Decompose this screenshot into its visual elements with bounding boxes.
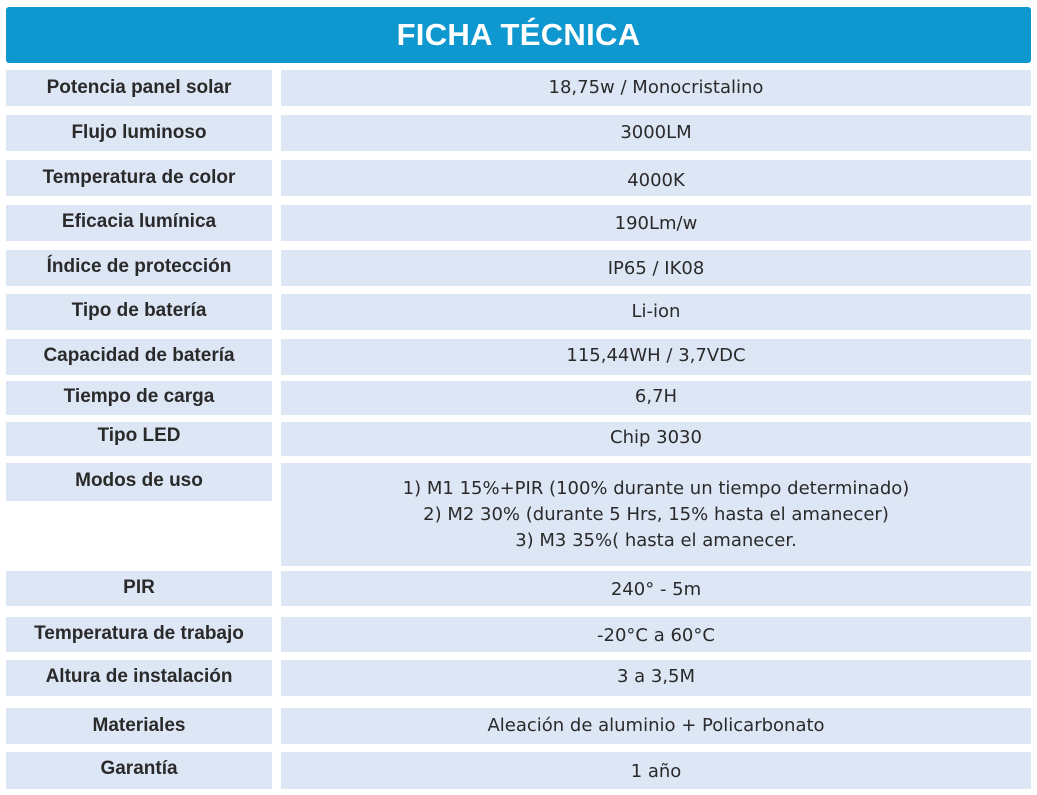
spec-value: -20°C a 60°C [597, 625, 715, 646]
usage-mode-line: 1) M1 15%+PIR (100% durante un tiempo determinado) [402, 478, 910, 499]
spec-value: 6,7H [634, 386, 678, 407]
spec-value: IP65 / IK08 [607, 258, 705, 279]
spec-value-lines [281, 476, 1031, 554]
spec-row-operating-temperature [6, 617, 1031, 652]
spec-row-protection-index [6, 250, 1031, 286]
spec-row-battery-capacity [6, 339, 1031, 375]
spec-row-charge-time [6, 381, 1031, 415]
spec-row-luminous-flux [6, 115, 1031, 151]
spec-label: Potencia panel solar [46, 77, 232, 98]
spec-label: Altura de instalación [45, 666, 233, 687]
spec-row-solar-panel-power [6, 70, 1031, 106]
spec-label: Capacidad de batería [43, 345, 235, 366]
spec-row-led-type [6, 422, 1031, 456]
spec-value: 4000K [627, 170, 685, 191]
spec-label: Materiales [92, 715, 186, 736]
spec-value: Li-ion [631, 301, 681, 322]
spec-label: Tiempo de carga [63, 386, 215, 407]
spec-row-usage-modes [6, 463, 1031, 566]
spec-value: 240° - 5m [610, 579, 702, 600]
spec-row-materials [6, 708, 1031, 744]
spec-value: 115,44WH / 3,7VDC [566, 345, 746, 366]
spec-value: Chip 3030 [610, 427, 702, 448]
spec-label: Temperatura de color [42, 167, 236, 188]
spec-value: 1 año [630, 761, 682, 782]
spec-value: 190Lm/w [614, 213, 698, 234]
spec-value: 3 a 3,5M [616, 666, 696, 687]
spec-label: PIR [123, 577, 155, 598]
spec-sheet-title: FICHA TÉCNICA [396, 17, 641, 52]
spec-label: Temperatura de trabajo [34, 623, 244, 644]
spec-sheet-header [6, 7, 1031, 63]
spec-label: Flujo luminoso [71, 122, 207, 143]
spec-label: Índice de protección [46, 256, 232, 277]
spec-label: Tipo LED [97, 425, 181, 446]
spec-row-battery-type [6, 294, 1031, 330]
spec-label: Eficacia lumínica [61, 211, 217, 232]
spec-label: Modos de uso [75, 470, 203, 491]
spec-row-color-temperature [6, 160, 1031, 196]
spec-row-installation-height [6, 660, 1031, 696]
spec-label: Tipo de batería [71, 300, 207, 321]
spec-row-pir [6, 571, 1031, 606]
spec-value: Aleación de aluminio + Policarbonato [487, 715, 825, 736]
spec-value: 18,75w / Monocristalino [548, 77, 764, 98]
spec-label: Garantía [100, 758, 178, 779]
spec-value: 3000LM [620, 122, 692, 143]
spec-row-luminous-efficacy [6, 205, 1031, 241]
usage-mode-line: 2) M2 30% (durante 5 Hrs, 15% hasta el amanecer) [423, 504, 889, 525]
usage-mode-line: 3) M3 35%( hasta el amanecer. [515, 530, 797, 551]
spec-row-warranty [6, 752, 1031, 789]
